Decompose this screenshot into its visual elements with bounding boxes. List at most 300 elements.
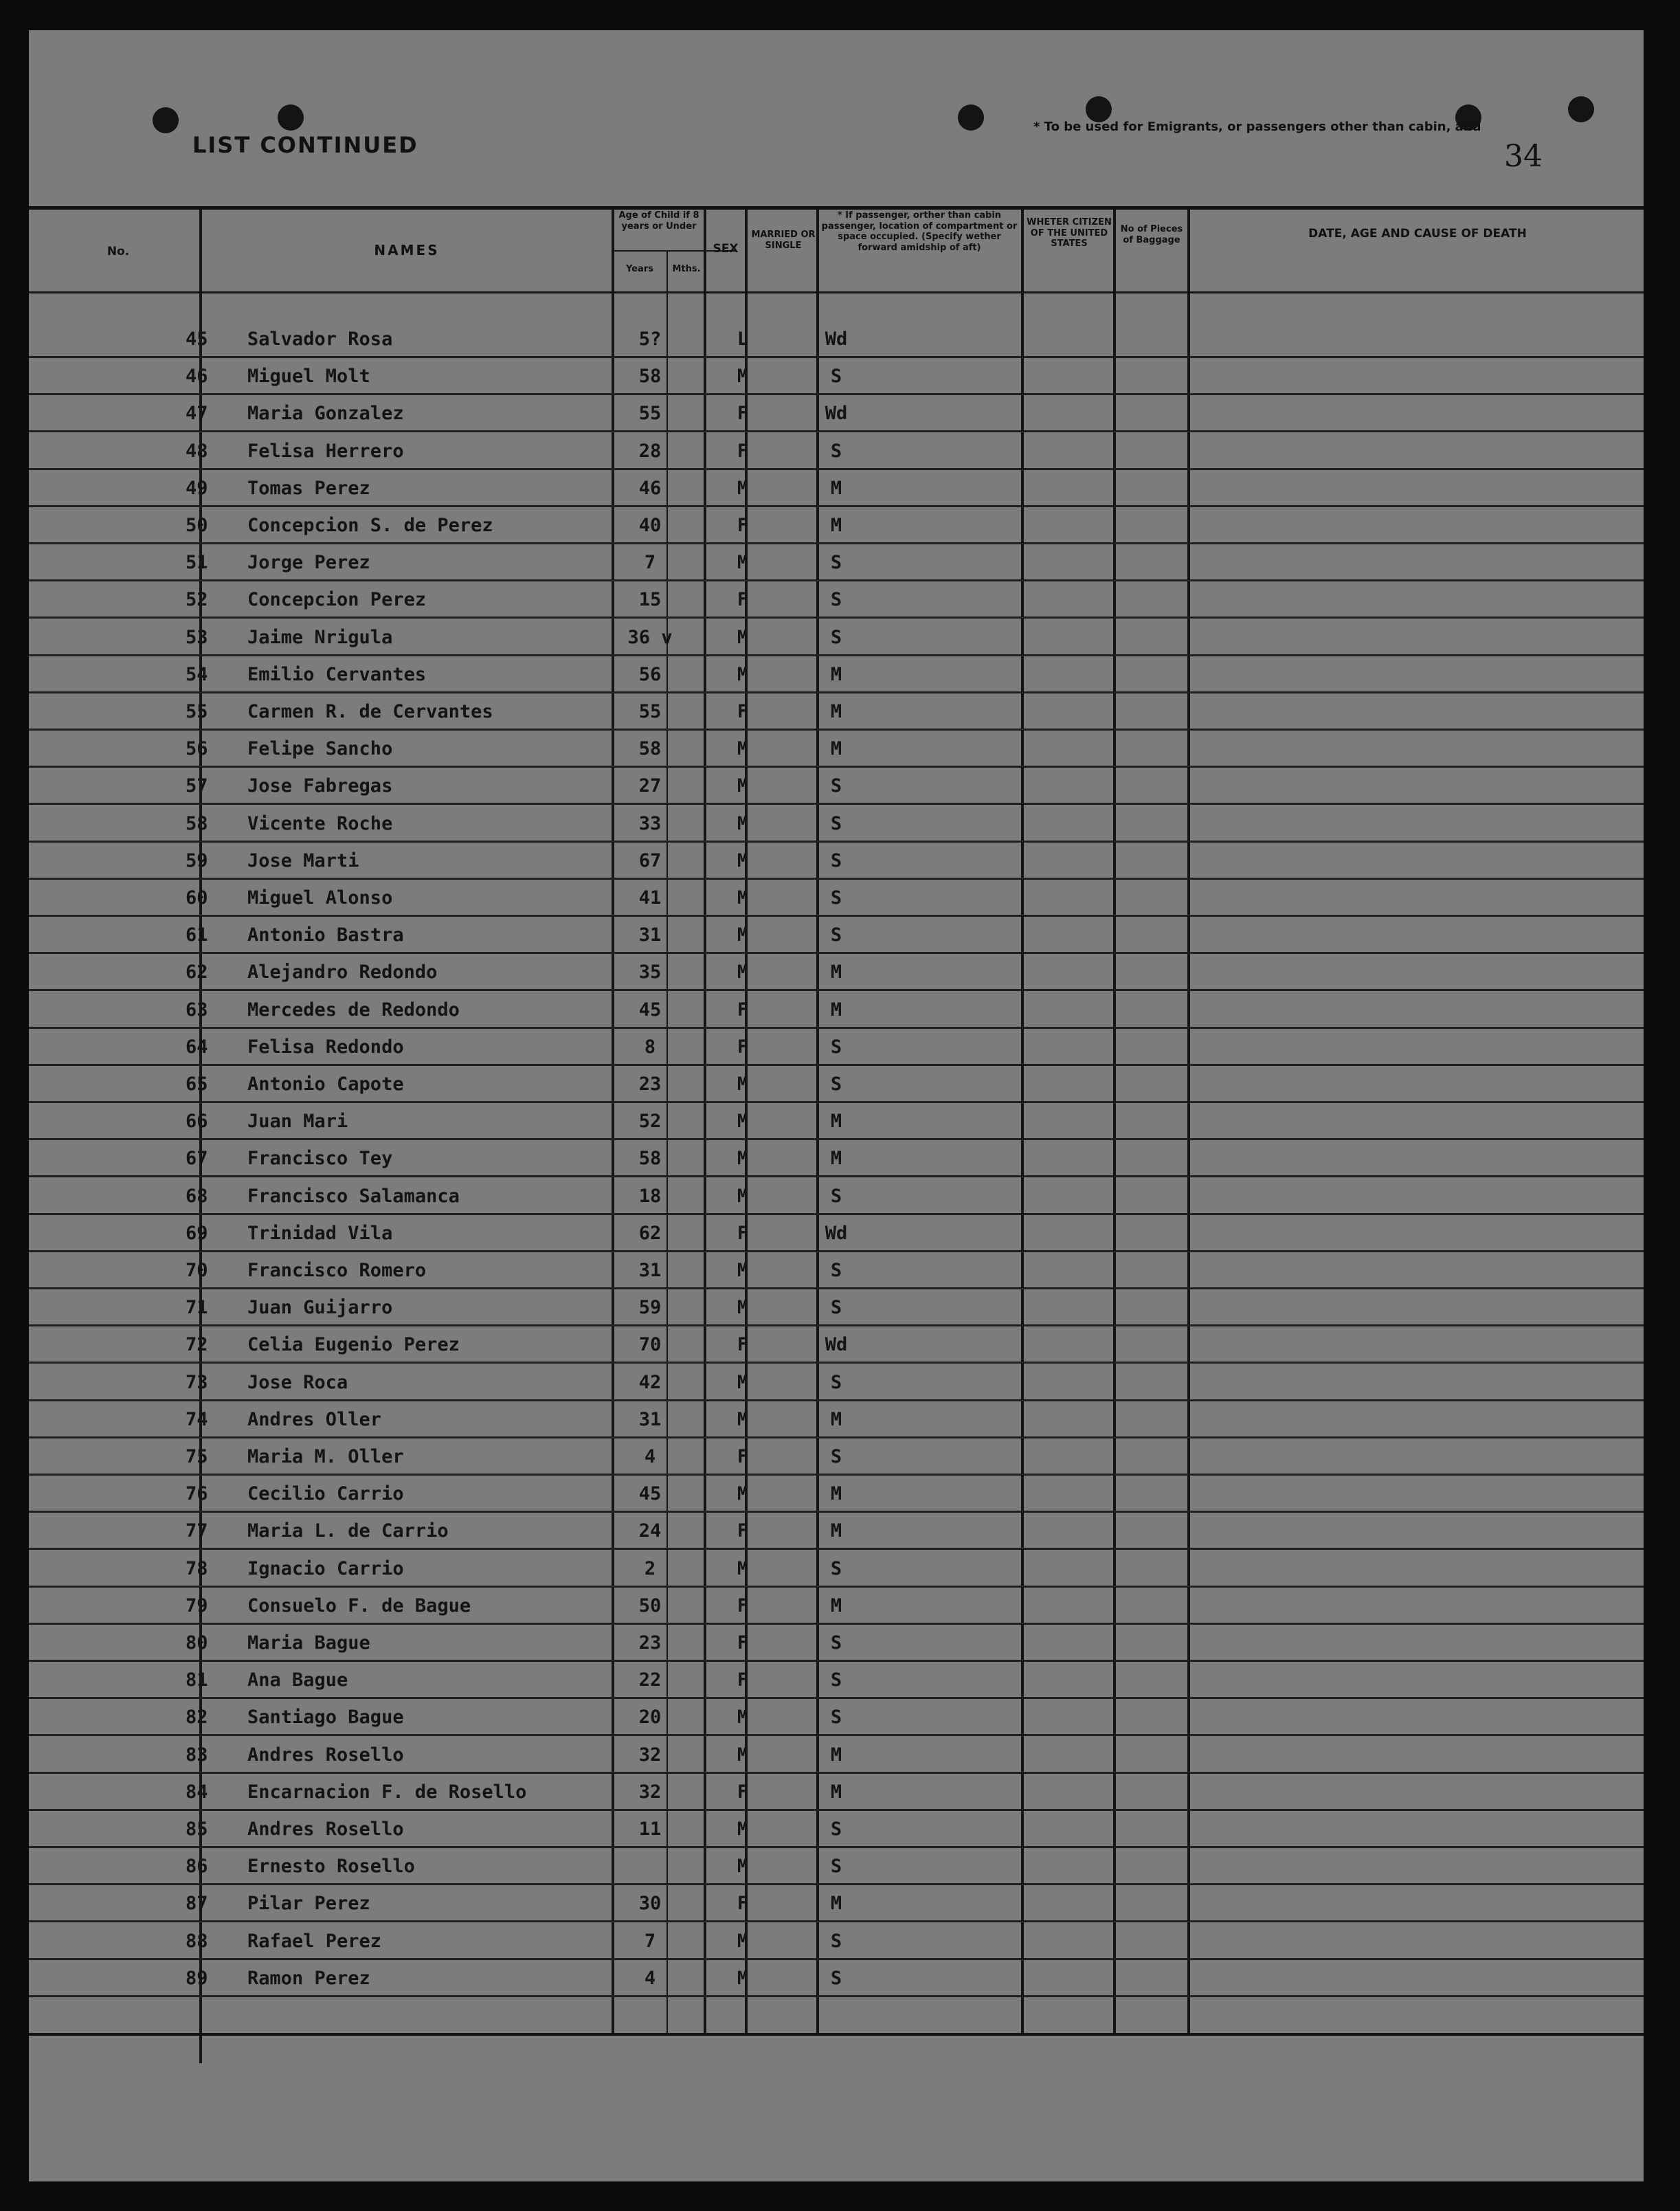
passenger-name: Juan Guijarro [247, 1297, 393, 1318]
passenger-age: 31 [638, 924, 662, 946]
passenger-name: Maria M. Oller [247, 1446, 404, 1467]
row-number: 64 [186, 1036, 208, 1058]
passenger-marital-status: S [830, 813, 842, 834]
row-rule [29, 1324, 1644, 1326]
row-rule [29, 1883, 1644, 1885]
row-rule [29, 915, 1644, 917]
row-rule [29, 1138, 1644, 1140]
row-number: 75 [186, 1446, 208, 1467]
table-row [29, 1253, 1644, 1290]
row-rule [29, 1772, 1644, 1774]
table-bottom-border [29, 2033, 1644, 2036]
row-rule [29, 1958, 1644, 1960]
passenger-sex: F [737, 1669, 749, 1691]
row-rule [29, 729, 1644, 731]
passenger-sex: M [737, 813, 749, 834]
passenger-sex: M [737, 1558, 749, 1579]
row-number: 60 [186, 887, 208, 909]
passenger-age: 4 [644, 1968, 656, 1989]
passenger-sex: M [737, 1186, 749, 1207]
row-number: 62 [186, 962, 208, 983]
col-header-passenger: * If passenger, orther than cabin passenger, location of compartment or space occupied. (Specify wether forward amidship of aft) [821, 210, 1018, 253]
row-number: 49 [186, 478, 208, 499]
passenger-age: 28 [638, 441, 662, 462]
passenger-name: Tomas Perez [247, 478, 370, 499]
passenger-sex: M [737, 1819, 749, 1840]
row-rule [29, 952, 1644, 954]
table-row [29, 359, 1644, 396]
passenger-age: 58 [638, 366, 662, 387]
table-row [29, 806, 1644, 843]
passenger-sex: M [737, 627, 749, 648]
row-rule [29, 542, 1644, 544]
passenger-sex: M [737, 366, 749, 387]
row-number: 73 [186, 1372, 208, 1393]
passenger-name: Juan Mari [247, 1111, 348, 1132]
passenger-sex: F [737, 999, 749, 1021]
passenger-marital-status: Wd [825, 1334, 848, 1355]
passenger-name: Miguel Alonso [247, 887, 393, 909]
row-rule [29, 1548, 1644, 1550]
table-row [29, 1327, 1644, 1364]
passenger-name: Andres Oller [247, 1409, 382, 1430]
passenger-age: 27 [638, 775, 662, 797]
col-header-names: NAMES [374, 242, 440, 258]
passenger-sex: M [737, 552, 749, 573]
passenger-name: Vicente Roche [247, 813, 393, 834]
passenger-marital-status: M [830, 738, 842, 759]
table-row [29, 1924, 1644, 1961]
table-row [29, 694, 1644, 731]
table-row [29, 471, 1644, 508]
passenger-marital-status: S [830, 850, 842, 871]
passenger-sex: M [737, 887, 749, 909]
row-rule [29, 766, 1644, 768]
passenger-age: 58 [638, 1148, 662, 1169]
row-number: 59 [186, 850, 208, 871]
table-row [29, 1104, 1644, 1141]
row-rule [29, 1511, 1644, 1513]
row-number: 71 [186, 1297, 208, 1318]
passenger-marital-status: M [830, 1595, 842, 1616]
passenger-name: Francisco Salamanca [247, 1186, 460, 1207]
passenger-sex: F [737, 1446, 749, 1467]
table-row [29, 1513, 1644, 1551]
passenger-name: Felisa Redondo [247, 1036, 404, 1058]
col-header-years: Years [626, 264, 653, 274]
passenger-age: 15 [638, 589, 662, 610]
passenger-age: 62 [638, 1223, 662, 1244]
row-rule [29, 356, 1644, 358]
passenger-name: Encarnacion F. de Rosello [247, 1781, 527, 1803]
passenger-marital-status: S [830, 1074, 842, 1095]
table-row [29, 1700, 1644, 1737]
passenger-age: 42 [638, 1372, 662, 1393]
passenger-name: Felisa Herrero [247, 441, 404, 462]
row-number: 86 [186, 1856, 208, 1877]
passenger-name: Antonio Bastra [247, 924, 404, 946]
passenger-age: 46 [638, 478, 662, 499]
row-number: 76 [186, 1483, 208, 1504]
punch-hole [1086, 96, 1112, 122]
row-number: 88 [186, 1931, 208, 1952]
passenger-name: Maria L. de Carrio [247, 1520, 449, 1542]
table-row [29, 731, 1644, 768]
passenger-marital-status: M [830, 1409, 842, 1430]
passenger-name: Ernesto Rosello [247, 1856, 415, 1877]
passenger-marital-status: M [830, 701, 842, 722]
row-rule [29, 1920, 1644, 1922]
passenger-age: 67 [638, 850, 662, 871]
passenger-marital-status: S [830, 552, 842, 573]
page-title: LIST CONTINUED [192, 132, 418, 158]
manifest-sheet [29, 30, 1644, 2181]
passenger-marital-status: S [830, 775, 842, 797]
passenger-marital-status: Wd [825, 329, 848, 350]
table-row [29, 545, 1644, 582]
row-number: 45 [186, 329, 208, 350]
passenger-sex: F [737, 1334, 749, 1355]
page-number: 34 [1504, 139, 1543, 174]
table-row [29, 508, 1644, 545]
passenger-marital-status: S [830, 1931, 842, 1952]
table-row [29, 1067, 1644, 1104]
table-top-border [29, 206, 1644, 210]
passenger-marital-status: S [830, 1856, 842, 1877]
passenger-name: Emilio Cervantes [247, 664, 427, 685]
row-rule [29, 430, 1644, 432]
passenger-age: 7 [644, 552, 656, 573]
passenger-name: Ramon Perez [247, 1968, 370, 1989]
passenger-marital-status: M [830, 1483, 842, 1504]
table-row [29, 1402, 1644, 1439]
passenger-marital-status: S [830, 1186, 842, 1207]
table-row [29, 1812, 1644, 1849]
row-rule [29, 1101, 1644, 1103]
passenger-name: Ignacio Carrio [247, 1558, 404, 1579]
row-number: 63 [186, 999, 208, 1021]
table-row [29, 1290, 1644, 1327]
passenger-name: Trinidad Vila [247, 1223, 393, 1244]
passenger-age: 22 [638, 1669, 662, 1691]
passenger-age: 40 [638, 515, 662, 536]
passenger-name: Jose Fabregas [247, 775, 393, 797]
passenger-age: 18 [638, 1186, 662, 1207]
row-number: 68 [186, 1186, 208, 1207]
row-rule [29, 579, 1644, 581]
passenger-sex: F [737, 403, 749, 424]
row-number: 61 [186, 924, 208, 946]
col-header-married: MARRIED OR SINGLE [751, 230, 816, 251]
passenger-sex: F [737, 1595, 749, 1616]
table-row [29, 657, 1644, 694]
row-number: 58 [186, 813, 208, 834]
row-number: 67 [186, 1148, 208, 1169]
passenger-sex: M [737, 1707, 749, 1728]
row-rule [29, 1846, 1644, 1848]
row-number: 51 [186, 552, 208, 573]
table-row [29, 843, 1644, 880]
passenger-age: 56 [638, 664, 662, 685]
passenger-marital-status: S [830, 1558, 842, 1579]
row-rule [29, 1399, 1644, 1401]
passenger-marital-status: M [830, 999, 842, 1021]
passenger-sex: F [737, 1223, 749, 1244]
passenger-sex: M [737, 962, 749, 983]
passenger-name: Felipe Sancho [247, 738, 393, 759]
passenger-marital-status: M [830, 1744, 842, 1766]
table-row [29, 322, 1644, 359]
table-row [29, 768, 1644, 805]
table-row [29, 1625, 1644, 1663]
table-row [29, 1179, 1644, 1216]
row-number: 85 [186, 1819, 208, 1840]
passenger-name: Rafael Perez [247, 1931, 382, 1952]
passenger-sex: M [737, 1074, 749, 1095]
passenger-marital-status: M [830, 1111, 842, 1132]
col-header-sex: SEX [713, 242, 739, 256]
row-number: 78 [186, 1558, 208, 1579]
passenger-sex: M [737, 1111, 749, 1132]
passenger-age: 31 [638, 1260, 662, 1281]
passenger-age: 32 [638, 1744, 662, 1766]
passenger-sex: F [737, 1781, 749, 1803]
table-row [29, 1886, 1644, 1923]
passenger-marital-status: M [830, 1781, 842, 1803]
passenger-age: 50 [638, 1595, 662, 1616]
passenger-age: 41 [638, 887, 662, 909]
passenger-marital-status: S [830, 1036, 842, 1058]
table-row [29, 1663, 1644, 1700]
passenger-marital-status: S [830, 441, 842, 462]
passenger-marital-status: M [830, 478, 842, 499]
row-rule [29, 1213, 1644, 1215]
row-number: 74 [186, 1409, 208, 1430]
passenger-name: Celia Eugenio Perez [247, 1334, 460, 1355]
emigrant-note: * To be used for Emigrants, or passengers other than cabin, and [1033, 120, 1481, 134]
passenger-name: Cecilio Carrio [247, 1483, 404, 1504]
row-rule [29, 1474, 1644, 1476]
passenger-name: Maria Gonzalez [247, 403, 404, 424]
col-header-mths: Mths. [672, 264, 701, 274]
passenger-marital-status: S [830, 887, 842, 909]
passenger-name: Alejandro Redondo [247, 962, 438, 983]
passenger-age: 5? [638, 329, 662, 350]
row-number: 87 [186, 1893, 208, 1914]
row-rule [29, 1175, 1644, 1177]
row-rule [29, 1436, 1644, 1438]
passenger-marital-status: Wd [825, 1223, 848, 1244]
row-rule [29, 1250, 1644, 1252]
row-rule [29, 1734, 1644, 1736]
col-header-no: No. [107, 245, 130, 258]
passenger-name: Carmen R. de Cervantes [247, 701, 493, 722]
table-row [29, 582, 1644, 619]
row-number: 81 [186, 1669, 208, 1691]
passenger-marital-status: S [830, 1372, 842, 1393]
table-row [29, 955, 1644, 992]
punch-hole [958, 104, 984, 131]
passenger-sex: F [737, 1893, 749, 1914]
passenger-age: 7 [644, 1931, 656, 1952]
table-row [29, 1588, 1644, 1625]
table-row [29, 992, 1644, 1030]
row-rule [29, 1995, 1644, 1997]
row-number: 89 [186, 1968, 208, 1989]
punch-hole [1568, 96, 1594, 122]
table-row [29, 1551, 1644, 1588]
row-rule [29, 505, 1644, 507]
passenger-name: Andres Rosello [247, 1744, 404, 1766]
row-number: 65 [186, 1074, 208, 1095]
row-rule [29, 468, 1644, 470]
row-number: 48 [186, 441, 208, 462]
passenger-name: Jose Marti [247, 850, 359, 871]
row-rule [29, 616, 1644, 619]
passenger-sex: M [737, 775, 749, 797]
passenger-name: Pilar Perez [247, 1893, 370, 1914]
passenger-age: 35 [638, 962, 662, 983]
passenger-name: Miguel Molt [247, 366, 370, 387]
table-row [29, 1476, 1644, 1513]
row-rule [29, 989, 1644, 991]
row-rule [29, 654, 1644, 656]
passenger-name: Mercedes de Redondo [247, 999, 460, 1021]
passenger-age: 32 [638, 1781, 662, 1803]
passenger-marital-status: S [830, 1968, 842, 1989]
passenger-marital-status: S [830, 1669, 842, 1691]
passenger-marital-status: M [830, 664, 842, 685]
passenger-sex: F [737, 1036, 749, 1058]
row-number: 50 [186, 515, 208, 536]
passenger-age: 4 [644, 1446, 656, 1467]
passenger-sex: M [737, 1297, 749, 1318]
passenger-marital-status: Wd [825, 403, 848, 424]
passenger-name: Santiago Bague [247, 1707, 404, 1728]
passenger-marital-status: M [830, 1893, 842, 1914]
passenger-sex: M [737, 478, 749, 499]
row-rule [29, 1623, 1644, 1625]
row-number: 69 [186, 1223, 208, 1244]
passenger-marital-status: S [830, 924, 842, 946]
table-row [29, 1030, 1644, 1067]
passenger-sex: M [737, 1483, 749, 1504]
passenger-sex: M [737, 1372, 749, 1393]
row-number: 77 [186, 1520, 208, 1542]
passenger-marital-status: S [830, 1446, 842, 1467]
row-rule [29, 1287, 1644, 1289]
passenger-marital-status: S [830, 1819, 842, 1840]
passenger-name: Andres Rosello [247, 1819, 404, 1840]
row-number: 82 [186, 1707, 208, 1728]
col-header-age: Age of Child if 8 years or Under [618, 210, 699, 232]
passenger-sex: M [737, 664, 749, 685]
table-row [29, 434, 1644, 471]
passenger-marital-status: S [830, 1297, 842, 1318]
passenger-marital-status: M [830, 1520, 842, 1542]
row-number: 66 [186, 1111, 208, 1132]
col-header-pieces: No of Pieces of Baggage [1120, 224, 1183, 245]
passenger-age: 70 [638, 1334, 662, 1355]
passenger-sex: F [737, 1632, 749, 1654]
row-rule [29, 691, 1644, 693]
passenger-marital-status: M [830, 515, 842, 536]
passenger-sex: M [737, 1931, 749, 1952]
passenger-name: Antonio Capote [247, 1074, 404, 1095]
row-rule [29, 1809, 1644, 1811]
passenger-age: 8 [644, 1036, 656, 1058]
passenger-marital-status: M [830, 962, 842, 983]
passenger-name: Salvador Rosa [247, 329, 393, 350]
table-row [29, 1775, 1644, 1812]
row-number: 57 [186, 775, 208, 797]
punch-hole [278, 104, 304, 131]
passenger-age: 31 [638, 1409, 662, 1430]
passenger-sex: M [737, 1409, 749, 1430]
passenger-age: 36 v [627, 627, 673, 648]
table-row [29, 1216, 1644, 1253]
row-number: 53 [186, 627, 208, 648]
row-number: 83 [186, 1744, 208, 1766]
passenger-sex: M [737, 1968, 749, 1989]
row-number: 56 [186, 738, 208, 759]
passenger-age: 45 [638, 999, 662, 1021]
row-rule [29, 1064, 1644, 1066]
row-number: 80 [186, 1632, 208, 1654]
passenger-age: 11 [638, 1819, 662, 1840]
passenger-age: 52 [638, 1111, 662, 1132]
row-number: 46 [186, 366, 208, 387]
passenger-sex: M [737, 1260, 749, 1281]
passenger-age: 45 [638, 1483, 662, 1504]
passenger-name: Ana Bague [247, 1669, 348, 1691]
passenger-name: Jaime Nrigula [247, 627, 393, 648]
passenger-name: Francisco Tey [247, 1148, 393, 1169]
passenger-name: Concepcion S. de Perez [247, 515, 493, 536]
header-bottom-border [29, 291, 1644, 293]
passenger-sex: M [737, 1856, 749, 1877]
row-number: 54 [186, 664, 208, 685]
passenger-sex: F [737, 441, 749, 462]
col-header-death: DATE, AGE AND CAUSE OF DEATH [1308, 227, 1527, 241]
passenger-name: Concepcion Perez [247, 589, 427, 610]
table-row [29, 396, 1644, 433]
row-number: 47 [186, 403, 208, 424]
passenger-sex: M [737, 1148, 749, 1169]
row-number: 79 [186, 1595, 208, 1616]
row-rule [29, 393, 1644, 395]
col-header-citizen: WHETER CITIZEN OF THE UNITED STATES [1027, 217, 1112, 249]
passenger-age: 24 [638, 1520, 662, 1542]
row-rule [29, 1586, 1644, 1588]
table-row [29, 1439, 1644, 1476]
row-rule [29, 1697, 1644, 1699]
passenger-marital-status: S [830, 627, 842, 648]
row-rule [29, 1362, 1644, 1364]
passenger-age: 59 [638, 1297, 662, 1318]
row-number: 72 [186, 1334, 208, 1355]
row-number: 52 [186, 589, 208, 610]
passenger-name: Jose Roca [247, 1372, 348, 1393]
passenger-marital-status: S [830, 366, 842, 387]
passenger-age: 20 [638, 1707, 662, 1728]
table-row [29, 1141, 1644, 1178]
table-row [29, 620, 1644, 657]
passenger-age: 33 [638, 813, 662, 834]
passenger-marital-status: S [830, 1707, 842, 1728]
table-row [29, 1737, 1644, 1775]
row-rule [29, 1660, 1644, 1662]
